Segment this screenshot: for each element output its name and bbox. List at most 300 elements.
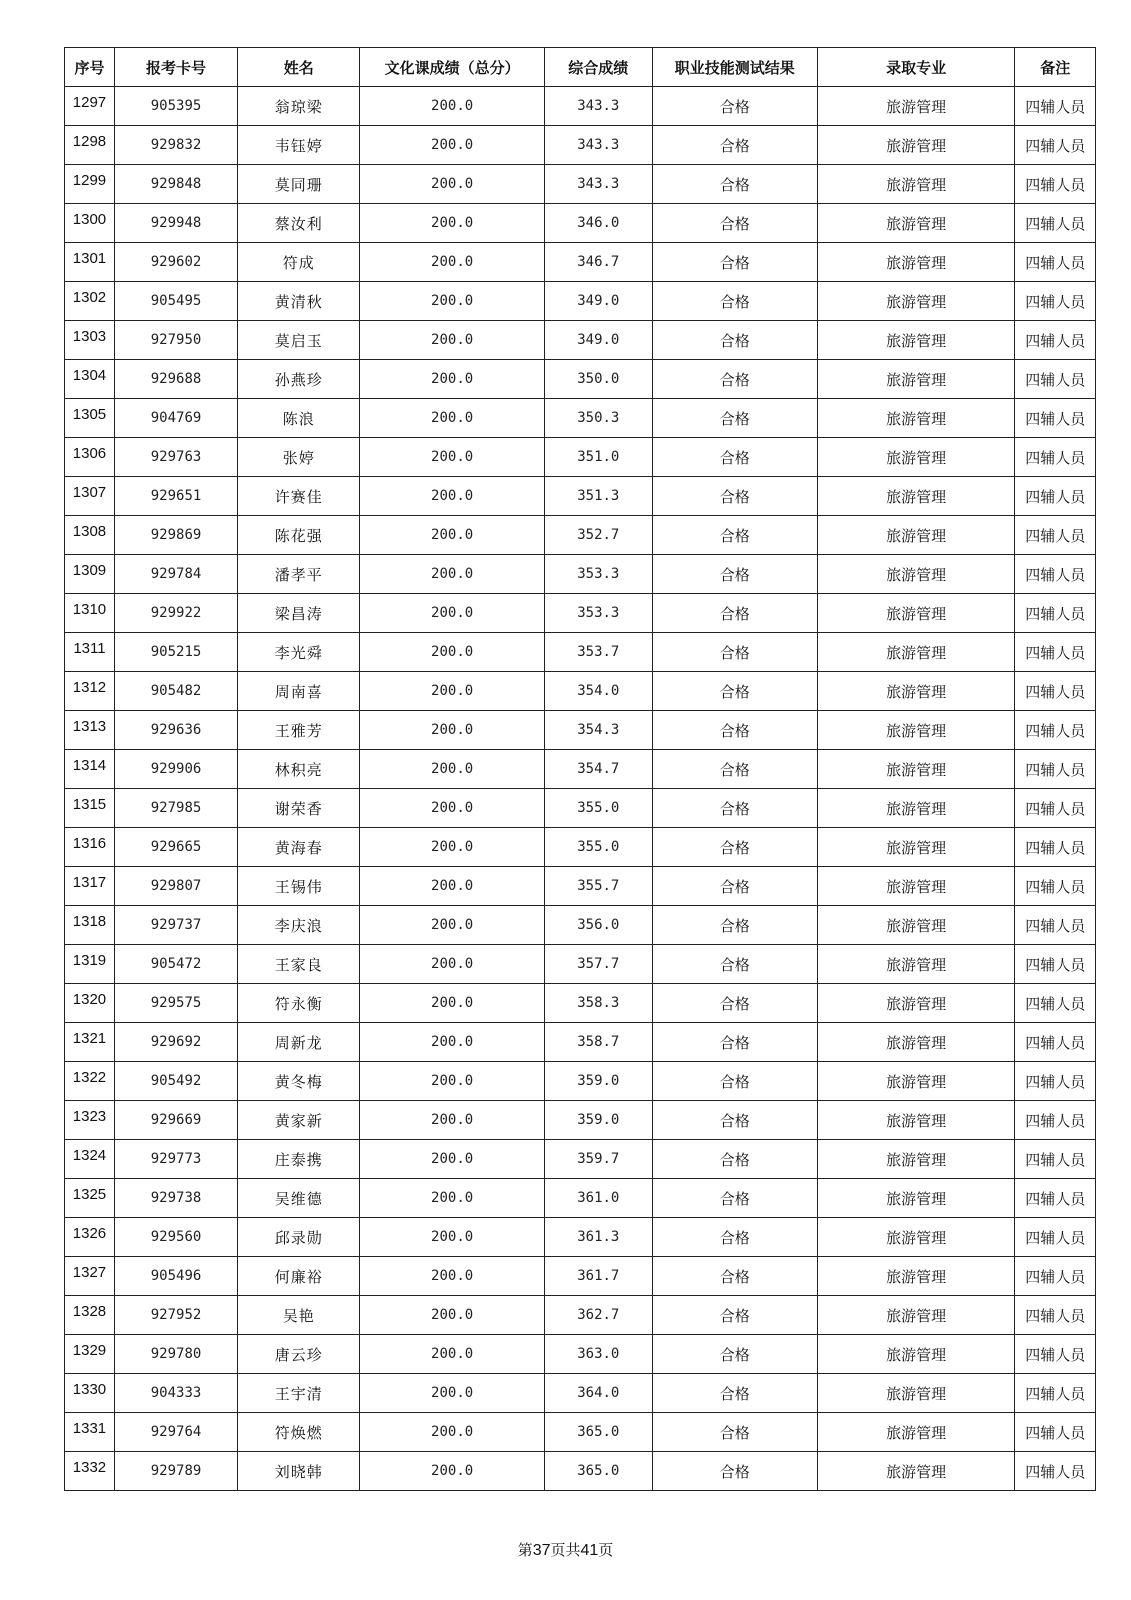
cell-seq: 1321 bbox=[65, 1023, 115, 1062]
cell-culture-score: 200.0 bbox=[360, 867, 544, 906]
table-row bbox=[65, 204, 1096, 243]
cell-total-score: 363.0 bbox=[544, 1335, 652, 1374]
table-row bbox=[65, 87, 1096, 126]
cell-name: 莫同珊 bbox=[238, 165, 360, 204]
cell-skill-test: 合格 bbox=[652, 321, 817, 360]
table-row bbox=[65, 399, 1096, 438]
cell-major: 旅游管理 bbox=[817, 438, 1015, 477]
cell-culture-score: 200.0 bbox=[360, 906, 544, 945]
cell-skill-test: 合格 bbox=[652, 1452, 817, 1491]
cell-total-score: 359.0 bbox=[544, 1101, 652, 1140]
cell-major: 旅游管理 bbox=[817, 1023, 1015, 1062]
cell-skill-test: 合格 bbox=[652, 360, 817, 399]
table-row bbox=[65, 984, 1096, 1023]
header-seq: 序号 bbox=[65, 48, 115, 87]
cell-name: 邱录勋 bbox=[238, 1218, 360, 1257]
cell-seq: 1327 bbox=[65, 1257, 115, 1296]
cell-name: 周新龙 bbox=[238, 1023, 360, 1062]
cell-remark: 四辅人员 bbox=[1015, 789, 1096, 828]
cell-seq: 1325 bbox=[65, 1179, 115, 1218]
cell-name: 黄清秋 bbox=[238, 282, 360, 321]
cell-remark: 四辅人员 bbox=[1015, 672, 1096, 711]
cell-major: 旅游管理 bbox=[817, 672, 1015, 711]
cell-culture-score: 200.0 bbox=[360, 516, 544, 555]
cell-skill-test: 合格 bbox=[652, 1179, 817, 1218]
table-row bbox=[65, 1413, 1096, 1452]
cell-major: 旅游管理 bbox=[817, 867, 1015, 906]
table-row bbox=[65, 1452, 1096, 1491]
cell-name: 符永衡 bbox=[238, 984, 360, 1023]
cell-remark: 四辅人员 bbox=[1015, 1257, 1096, 1296]
cell-card-no: 929922 bbox=[114, 594, 237, 633]
cell-major: 旅游管理 bbox=[817, 1179, 1015, 1218]
cell-total-score: 361.7 bbox=[544, 1257, 652, 1296]
cell-card-no: 929869 bbox=[114, 516, 237, 555]
cell-major: 旅游管理 bbox=[817, 399, 1015, 438]
cell-remark: 四辅人员 bbox=[1015, 321, 1096, 360]
table-row bbox=[65, 243, 1096, 282]
cell-name: 王宇清 bbox=[238, 1374, 360, 1413]
cell-major: 旅游管理 bbox=[817, 1452, 1015, 1491]
cell-seq: 1310 bbox=[65, 594, 115, 633]
cell-culture-score: 200.0 bbox=[360, 321, 544, 360]
header-total-score: 综合成绩 bbox=[544, 48, 652, 87]
cell-skill-test: 合格 bbox=[652, 1062, 817, 1101]
table-row bbox=[65, 477, 1096, 516]
cell-seq: 1317 bbox=[65, 867, 115, 906]
table-row bbox=[65, 1140, 1096, 1179]
cell-seq: 1314 bbox=[65, 750, 115, 789]
cell-card-no: 905496 bbox=[114, 1257, 237, 1296]
cell-total-score: 343.3 bbox=[544, 126, 652, 165]
cell-seq: 1313 bbox=[65, 711, 115, 750]
cell-culture-score: 200.0 bbox=[360, 555, 544, 594]
cell-culture-score: 200.0 bbox=[360, 1335, 544, 1374]
header-row bbox=[65, 48, 1096, 87]
cell-skill-test: 合格 bbox=[652, 1374, 817, 1413]
table-row bbox=[65, 126, 1096, 165]
cell-remark: 四辅人员 bbox=[1015, 1335, 1096, 1374]
cell-major: 旅游管理 bbox=[817, 87, 1015, 126]
cell-card-no: 929764 bbox=[114, 1413, 237, 1452]
cell-card-no: 929789 bbox=[114, 1452, 237, 1491]
cell-culture-score: 200.0 bbox=[360, 1140, 544, 1179]
cell-skill-test: 合格 bbox=[652, 1296, 817, 1335]
table-row bbox=[65, 789, 1096, 828]
cell-total-score: 352.7 bbox=[544, 516, 652, 555]
cell-seq: 1318 bbox=[65, 906, 115, 945]
cell-skill-test: 合格 bbox=[652, 633, 817, 672]
cell-skill-test: 合格 bbox=[652, 867, 817, 906]
cell-name: 谢荣香 bbox=[238, 789, 360, 828]
cell-name: 黄海春 bbox=[238, 828, 360, 867]
cell-card-no: 929738 bbox=[114, 1179, 237, 1218]
cell-seq: 1311 bbox=[65, 633, 115, 672]
cell-major: 旅游管理 bbox=[817, 126, 1015, 165]
header-card-no: 报考卡号 bbox=[114, 48, 237, 87]
cell-seq: 1298 bbox=[65, 126, 115, 165]
cell-major: 旅游管理 bbox=[817, 984, 1015, 1023]
table-row bbox=[65, 750, 1096, 789]
cell-skill-test: 合格 bbox=[652, 516, 817, 555]
cell-card-no: 929692 bbox=[114, 1023, 237, 1062]
cell-skill-test: 合格 bbox=[652, 1413, 817, 1452]
cell-total-score: 350.3 bbox=[544, 399, 652, 438]
cell-culture-score: 200.0 bbox=[360, 1101, 544, 1140]
cell-card-no: 929665 bbox=[114, 828, 237, 867]
table-row bbox=[65, 1374, 1096, 1413]
cell-seq: 1319 bbox=[65, 945, 115, 984]
cell-card-no: 929948 bbox=[114, 204, 237, 243]
cell-name: 李光舜 bbox=[238, 633, 360, 672]
table-row bbox=[65, 1257, 1096, 1296]
page-footer bbox=[0, 1539, 1131, 1560]
cell-culture-score: 200.0 bbox=[360, 1374, 544, 1413]
cell-remark: 四辅人员 bbox=[1015, 555, 1096, 594]
cell-name: 翁琼梁 bbox=[238, 87, 360, 126]
cell-skill-test: 合格 bbox=[652, 750, 817, 789]
cell-total-score: 358.7 bbox=[544, 1023, 652, 1062]
cell-seq: 1323 bbox=[65, 1101, 115, 1140]
cell-culture-score: 200.0 bbox=[360, 1257, 544, 1296]
cell-major: 旅游管理 bbox=[817, 282, 1015, 321]
cell-remark: 四辅人员 bbox=[1015, 1296, 1096, 1335]
cell-total-score: 349.0 bbox=[544, 321, 652, 360]
cell-culture-score: 200.0 bbox=[360, 165, 544, 204]
cell-name: 刘晓韩 bbox=[238, 1452, 360, 1491]
cell-skill-test: 合格 bbox=[652, 828, 817, 867]
cell-skill-test: 合格 bbox=[652, 126, 817, 165]
cell-seq: 1303 bbox=[65, 321, 115, 360]
cell-name: 许赛佳 bbox=[238, 477, 360, 516]
cell-seq: 1315 bbox=[65, 789, 115, 828]
cell-total-score: 354.3 bbox=[544, 711, 652, 750]
cell-seq: 1322 bbox=[65, 1062, 115, 1101]
cell-name: 陈花强 bbox=[238, 516, 360, 555]
cell-total-score: 353.3 bbox=[544, 555, 652, 594]
cell-seq: 1328 bbox=[65, 1296, 115, 1335]
cell-total-score: 359.7 bbox=[544, 1140, 652, 1179]
table-body bbox=[65, 87, 1096, 1491]
cell-total-score: 355.7 bbox=[544, 867, 652, 906]
footer-middle: 页共 bbox=[550, 1541, 581, 1559]
cell-name: 吴维德 bbox=[238, 1179, 360, 1218]
cell-card-no: 929848 bbox=[114, 165, 237, 204]
cell-culture-score: 200.0 bbox=[360, 594, 544, 633]
cell-name: 蔡汝利 bbox=[238, 204, 360, 243]
cell-card-no: 929906 bbox=[114, 750, 237, 789]
cell-remark: 四辅人员 bbox=[1015, 87, 1096, 126]
cell-remark: 四辅人员 bbox=[1015, 126, 1096, 165]
cell-remark: 四辅人员 bbox=[1015, 477, 1096, 516]
cell-skill-test: 合格 bbox=[652, 243, 817, 282]
footer-page-number: 37 bbox=[532, 1542, 551, 1559]
cell-major: 旅游管理 bbox=[817, 1140, 1015, 1179]
cell-remark: 四辅人员 bbox=[1015, 828, 1096, 867]
cell-remark: 四辅人员 bbox=[1015, 594, 1096, 633]
cell-culture-score: 200.0 bbox=[360, 1179, 544, 1218]
table-row bbox=[65, 1296, 1096, 1335]
cell-name: 潘孝平 bbox=[238, 555, 360, 594]
table-row bbox=[65, 828, 1096, 867]
cell-name: 何廉裕 bbox=[238, 1257, 360, 1296]
cell-remark: 四辅人员 bbox=[1015, 282, 1096, 321]
header-name: 姓名 bbox=[238, 48, 360, 87]
cell-culture-score: 200.0 bbox=[360, 1023, 544, 1062]
cell-culture-score: 200.0 bbox=[360, 204, 544, 243]
cell-total-score: 351.3 bbox=[544, 477, 652, 516]
cell-major: 旅游管理 bbox=[817, 633, 1015, 672]
cell-culture-score: 200.0 bbox=[360, 711, 544, 750]
cell-name: 符焕燃 bbox=[238, 1413, 360, 1452]
cell-major: 旅游管理 bbox=[817, 1374, 1015, 1413]
table-header bbox=[65, 48, 1096, 87]
cell-major: 旅游管理 bbox=[817, 1218, 1015, 1257]
cell-seq: 1308 bbox=[65, 516, 115, 555]
cell-skill-test: 合格 bbox=[652, 906, 817, 945]
cell-total-score: 362.7 bbox=[544, 1296, 652, 1335]
cell-card-no: 927985 bbox=[114, 789, 237, 828]
cell-name: 梁昌涛 bbox=[238, 594, 360, 633]
table-row bbox=[65, 633, 1096, 672]
cell-seq: 1332 bbox=[65, 1452, 115, 1491]
cell-remark: 四辅人员 bbox=[1015, 750, 1096, 789]
footer-page-total: 41 bbox=[580, 1542, 599, 1559]
cell-major: 旅游管理 bbox=[817, 1296, 1015, 1335]
cell-card-no: 905395 bbox=[114, 87, 237, 126]
cell-remark: 四辅人员 bbox=[1015, 711, 1096, 750]
cell-culture-score: 200.0 bbox=[360, 438, 544, 477]
cell-remark: 四辅人员 bbox=[1015, 1101, 1096, 1140]
cell-total-score: 349.0 bbox=[544, 282, 652, 321]
cell-name: 庄泰携 bbox=[238, 1140, 360, 1179]
table-row bbox=[65, 165, 1096, 204]
cell-major: 旅游管理 bbox=[817, 516, 1015, 555]
cell-remark: 四辅人员 bbox=[1015, 867, 1096, 906]
cell-remark: 四辅人员 bbox=[1015, 633, 1096, 672]
cell-total-score: 354.0 bbox=[544, 672, 652, 711]
cell-total-score: 356.0 bbox=[544, 906, 652, 945]
cell-name: 李庆浪 bbox=[238, 906, 360, 945]
cell-card-no: 929560 bbox=[114, 1218, 237, 1257]
cell-skill-test: 合格 bbox=[652, 984, 817, 1023]
cell-culture-score: 200.0 bbox=[360, 672, 544, 711]
cell-remark: 四辅人员 bbox=[1015, 204, 1096, 243]
table-row bbox=[65, 1179, 1096, 1218]
cell-seq: 1316 bbox=[65, 828, 115, 867]
cell-total-score: 353.7 bbox=[544, 633, 652, 672]
cell-remark: 四辅人员 bbox=[1015, 1140, 1096, 1179]
cell-culture-score: 200.0 bbox=[360, 984, 544, 1023]
cell-skill-test: 合格 bbox=[652, 789, 817, 828]
table-row bbox=[65, 321, 1096, 360]
cell-skill-test: 合格 bbox=[652, 711, 817, 750]
cell-seq: 1304 bbox=[65, 360, 115, 399]
cell-total-score: 365.0 bbox=[544, 1413, 652, 1452]
cell-total-score: 346.0 bbox=[544, 204, 652, 243]
footer-suffix: 页 bbox=[598, 1541, 614, 1559]
cell-skill-test: 合格 bbox=[652, 555, 817, 594]
cell-name: 黄冬梅 bbox=[238, 1062, 360, 1101]
header-remark: 备注 bbox=[1015, 48, 1096, 87]
table-row bbox=[65, 1023, 1096, 1062]
cell-total-score: 355.0 bbox=[544, 789, 652, 828]
cell-seq: 1330 bbox=[65, 1374, 115, 1413]
cell-total-score: 359.0 bbox=[544, 1062, 652, 1101]
cell-seq: 1301 bbox=[65, 243, 115, 282]
cell-major: 旅游管理 bbox=[817, 1101, 1015, 1140]
cell-culture-score: 200.0 bbox=[360, 1296, 544, 1335]
cell-remark: 四辅人员 bbox=[1015, 165, 1096, 204]
cell-culture-score: 200.0 bbox=[360, 1413, 544, 1452]
cell-major: 旅游管理 bbox=[817, 165, 1015, 204]
cell-seq: 1329 bbox=[65, 1335, 115, 1374]
cell-culture-score: 200.0 bbox=[360, 399, 544, 438]
table-row bbox=[65, 945, 1096, 984]
cell-total-score: 358.3 bbox=[544, 984, 652, 1023]
header-culture-score: 文化课成绩（总分） bbox=[360, 48, 544, 87]
cell-skill-test: 合格 bbox=[652, 1218, 817, 1257]
cell-major: 旅游管理 bbox=[817, 750, 1015, 789]
cell-seq: 1326 bbox=[65, 1218, 115, 1257]
cell-seq: 1324 bbox=[65, 1140, 115, 1179]
cell-card-no: 929651 bbox=[114, 477, 237, 516]
cell-major: 旅游管理 bbox=[817, 321, 1015, 360]
cell-major: 旅游管理 bbox=[817, 204, 1015, 243]
cell-total-score: 361.0 bbox=[544, 1179, 652, 1218]
cell-total-score: 350.0 bbox=[544, 360, 652, 399]
cell-skill-test: 合格 bbox=[652, 165, 817, 204]
cell-total-score: 357.7 bbox=[544, 945, 652, 984]
cell-total-score: 346.7 bbox=[544, 243, 652, 282]
cell-card-no: 905215 bbox=[114, 633, 237, 672]
cell-seq: 1331 bbox=[65, 1413, 115, 1452]
cell-culture-score: 200.0 bbox=[360, 633, 544, 672]
cell-skill-test: 合格 bbox=[652, 672, 817, 711]
cell-seq: 1306 bbox=[65, 438, 115, 477]
cell-skill-test: 合格 bbox=[652, 1140, 817, 1179]
cell-card-no: 929763 bbox=[114, 438, 237, 477]
cell-card-no: 929636 bbox=[114, 711, 237, 750]
cell-remark: 四辅人员 bbox=[1015, 399, 1096, 438]
cell-name: 陈浪 bbox=[238, 399, 360, 438]
cell-skill-test: 合格 bbox=[652, 945, 817, 984]
header-skill-test: 职业技能测试结果 bbox=[652, 48, 817, 87]
cell-culture-score: 200.0 bbox=[360, 360, 544, 399]
cell-card-no: 927952 bbox=[114, 1296, 237, 1335]
cell-total-score: 355.0 bbox=[544, 828, 652, 867]
table-row bbox=[65, 1335, 1096, 1374]
cell-total-score: 351.0 bbox=[544, 438, 652, 477]
cell-skill-test: 合格 bbox=[652, 438, 817, 477]
cell-total-score: 365.0 bbox=[544, 1452, 652, 1491]
cell-skill-test: 合格 bbox=[652, 204, 817, 243]
cell-name: 王雅芳 bbox=[238, 711, 360, 750]
cell-seq: 1312 bbox=[65, 672, 115, 711]
cell-remark: 四辅人员 bbox=[1015, 906, 1096, 945]
cell-major: 旅游管理 bbox=[817, 360, 1015, 399]
cell-skill-test: 合格 bbox=[652, 1101, 817, 1140]
table-row bbox=[65, 1062, 1096, 1101]
cell-skill-test: 合格 bbox=[652, 87, 817, 126]
cell-card-no: 929832 bbox=[114, 126, 237, 165]
cell-major: 旅游管理 bbox=[817, 789, 1015, 828]
cell-major: 旅游管理 bbox=[817, 1062, 1015, 1101]
cell-culture-score: 200.0 bbox=[360, 126, 544, 165]
cell-skill-test: 合格 bbox=[652, 1257, 817, 1296]
footer-prefix: 第 bbox=[517, 1541, 533, 1559]
cell-name: 黄家新 bbox=[238, 1101, 360, 1140]
cell-total-score: 354.7 bbox=[544, 750, 652, 789]
cell-name: 王家良 bbox=[238, 945, 360, 984]
cell-name: 张婷 bbox=[238, 438, 360, 477]
cell-remark: 四辅人员 bbox=[1015, 360, 1096, 399]
cell-major: 旅游管理 bbox=[817, 945, 1015, 984]
cell-card-no: 905492 bbox=[114, 1062, 237, 1101]
cell-seq: 1302 bbox=[65, 282, 115, 321]
cell-card-no: 905472 bbox=[114, 945, 237, 984]
cell-name: 符成 bbox=[238, 243, 360, 282]
cell-remark: 四辅人员 bbox=[1015, 1023, 1096, 1062]
cell-card-no: 904769 bbox=[114, 399, 237, 438]
cell-card-no: 929602 bbox=[114, 243, 237, 282]
cell-remark: 四辅人员 bbox=[1015, 1179, 1096, 1218]
cell-seq: 1305 bbox=[65, 399, 115, 438]
cell-remark: 四辅人员 bbox=[1015, 516, 1096, 555]
cell-total-score: 343.3 bbox=[544, 87, 652, 126]
cell-card-no: 929737 bbox=[114, 906, 237, 945]
cell-culture-score: 200.0 bbox=[360, 1062, 544, 1101]
cell-name: 林积亮 bbox=[238, 750, 360, 789]
table-row bbox=[65, 516, 1096, 555]
cell-seq: 1297 bbox=[65, 87, 115, 126]
cell-culture-score: 200.0 bbox=[360, 828, 544, 867]
cell-culture-score: 200.0 bbox=[360, 1218, 544, 1257]
cell-card-no: 929780 bbox=[114, 1335, 237, 1374]
admission-table bbox=[64, 47, 1096, 1491]
cell-remark: 四辅人员 bbox=[1015, 438, 1096, 477]
cell-culture-score: 200.0 bbox=[360, 750, 544, 789]
cell-remark: 四辅人员 bbox=[1015, 243, 1096, 282]
cell-skill-test: 合格 bbox=[652, 1335, 817, 1374]
cell-major: 旅游管理 bbox=[817, 594, 1015, 633]
cell-remark: 四辅人员 bbox=[1015, 1374, 1096, 1413]
cell-total-score: 353.3 bbox=[544, 594, 652, 633]
cell-seq: 1299 bbox=[65, 165, 115, 204]
cell-card-no: 904333 bbox=[114, 1374, 237, 1413]
cell-major: 旅游管理 bbox=[817, 555, 1015, 594]
cell-remark: 四辅人员 bbox=[1015, 984, 1096, 1023]
cell-major: 旅游管理 bbox=[817, 828, 1015, 867]
cell-total-score: 361.3 bbox=[544, 1218, 652, 1257]
cell-major: 旅游管理 bbox=[817, 243, 1015, 282]
cell-remark: 四辅人员 bbox=[1015, 1452, 1096, 1491]
cell-culture-score: 200.0 bbox=[360, 243, 544, 282]
cell-card-no: 905495 bbox=[114, 282, 237, 321]
table-row bbox=[65, 438, 1096, 477]
cell-major: 旅游管理 bbox=[817, 1413, 1015, 1452]
table-row bbox=[65, 867, 1096, 906]
cell-remark: 四辅人员 bbox=[1015, 1062, 1096, 1101]
cell-remark: 四辅人员 bbox=[1015, 1413, 1096, 1452]
table-row bbox=[65, 1101, 1096, 1140]
cell-seq: 1320 bbox=[65, 984, 115, 1023]
cell-culture-score: 200.0 bbox=[360, 282, 544, 321]
table-row bbox=[65, 906, 1096, 945]
cell-major: 旅游管理 bbox=[817, 1335, 1015, 1374]
cell-remark: 四辅人员 bbox=[1015, 945, 1096, 984]
cell-remark: 四辅人员 bbox=[1015, 1218, 1096, 1257]
